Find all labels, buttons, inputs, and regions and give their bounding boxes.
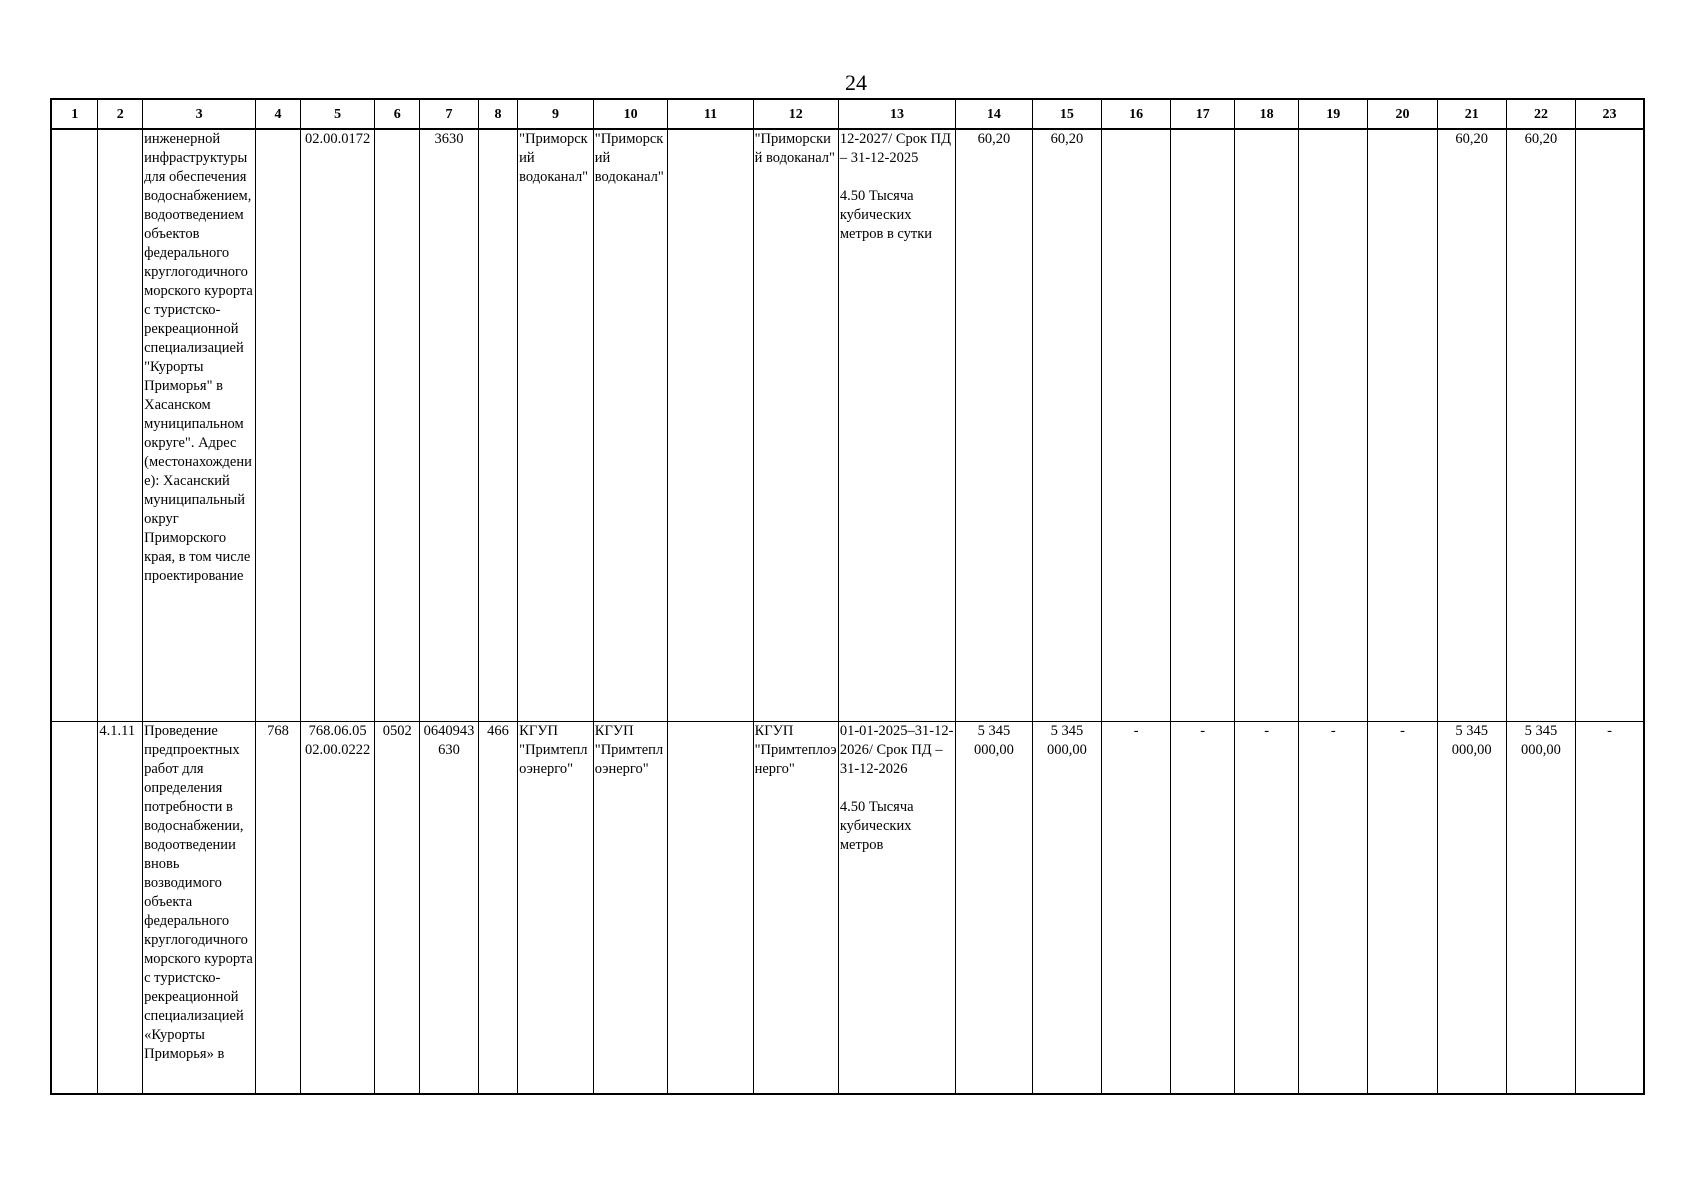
col-header: 5 bbox=[300, 99, 375, 129]
col-header: 8 bbox=[478, 99, 517, 129]
cell bbox=[1368, 129, 1437, 722]
col-header: 21 bbox=[1437, 99, 1506, 129]
cell bbox=[478, 129, 517, 722]
table-row bbox=[51, 129, 1644, 722]
col-header: 22 bbox=[1506, 99, 1575, 129]
col-header: 7 bbox=[420, 99, 479, 129]
cell bbox=[1102, 129, 1171, 722]
col-header: 16 bbox=[1102, 99, 1171, 129]
cell: - bbox=[1576, 722, 1644, 1095]
cell-amount: 5 345 000,00 bbox=[1437, 722, 1506, 1095]
cell bbox=[51, 129, 98, 722]
col-header: 1 bbox=[51, 99, 98, 129]
col-header: 15 bbox=[1032, 99, 1101, 129]
cell: - bbox=[1368, 722, 1437, 1095]
col-header: 9 bbox=[518, 99, 594, 129]
cell-amount: 5 345 000,00 bbox=[1506, 722, 1575, 1095]
cell-amount: 60,20 bbox=[956, 129, 1033, 722]
cell-code: 0640943630 bbox=[420, 722, 479, 1095]
cell-code: 3630 bbox=[420, 129, 479, 722]
cell bbox=[98, 129, 143, 722]
cell bbox=[1299, 129, 1368, 722]
cell-schedule: 01-01-2025–31-12-2026/ Срок ПД – 31-12-2026 4.50 Тысяча кубических метров bbox=[838, 722, 955, 1095]
cell bbox=[668, 722, 753, 1095]
cell-amount: 5 345 000,00 bbox=[956, 722, 1033, 1095]
table-row bbox=[51, 722, 1644, 1095]
cell-amount: 60,20 bbox=[1032, 129, 1101, 722]
cell-code: 768 bbox=[256, 722, 301, 1095]
header-row bbox=[51, 99, 1644, 129]
col-header: 12 bbox=[753, 99, 838, 129]
col-header: 10 bbox=[593, 99, 668, 129]
cell: - bbox=[1235, 722, 1299, 1095]
cell bbox=[1171, 129, 1235, 722]
cell-amount: 5 345 000,00 bbox=[1032, 722, 1101, 1095]
cell bbox=[375, 129, 420, 722]
budget-table bbox=[50, 98, 1645, 1095]
cell bbox=[256, 129, 301, 722]
col-header: 3 bbox=[143, 99, 256, 129]
page-number: 24 bbox=[845, 70, 867, 95]
cell-code: 768.06.05 02.00.0222 bbox=[300, 722, 375, 1095]
cell bbox=[51, 722, 98, 1095]
cell: - bbox=[1102, 722, 1171, 1095]
cell-code: 02.00.0172 bbox=[300, 129, 375, 722]
col-header: 14 bbox=[956, 99, 1033, 129]
col-header: 20 bbox=[1368, 99, 1437, 129]
cell bbox=[1576, 129, 1644, 722]
cell-code: 0502 bbox=[375, 722, 420, 1095]
cell bbox=[1235, 129, 1299, 722]
cell: - bbox=[1299, 722, 1368, 1095]
cell: - bbox=[1171, 722, 1235, 1095]
cell-organization: "Приморский водоканал" bbox=[753, 129, 838, 722]
cell-organization: КГУП "Примтеплоэнерго" bbox=[518, 722, 594, 1095]
col-header: 17 bbox=[1171, 99, 1235, 129]
cell bbox=[668, 129, 753, 722]
cell-code: 466 bbox=[478, 722, 517, 1095]
col-header: 11 bbox=[668, 99, 753, 129]
cell-amount: 60,20 bbox=[1506, 129, 1575, 722]
col-header: 6 bbox=[375, 99, 420, 129]
cell-organization: "Приморский водоканал" bbox=[518, 129, 594, 722]
cell-description: Проведение предпроектных работ для определения потребности в водоснабжении, водоотведении вновь возводимого объекта федерального круглогодичного морского курорта с туристско-рекреационной специализацией «Курорты Приморья» в bbox=[143, 722, 256, 1095]
cell-amount: 60,20 bbox=[1437, 129, 1506, 722]
col-header: 4 bbox=[256, 99, 301, 129]
col-header: 13 bbox=[838, 99, 955, 129]
col-header: 2 bbox=[98, 99, 143, 129]
cell-item-number: 4.1.11 bbox=[98, 722, 143, 1095]
col-header: 19 bbox=[1299, 99, 1368, 129]
col-header: 18 bbox=[1235, 99, 1299, 129]
col-header: 23 bbox=[1576, 99, 1644, 129]
cell-organization: КГУП "Примтеплоэнерго" bbox=[593, 722, 668, 1095]
cell-organization: КГУП "Примтеплоэнерго" bbox=[753, 722, 838, 1095]
cell-schedule: 12-2027/ Срок ПД – 31-12-2025 4.50 Тысяча кубических метров в сутки bbox=[838, 129, 955, 722]
cell-organization: "Приморский водоканал" bbox=[593, 129, 668, 722]
cell-description: инженерной инфраструктуры для обеспечения водоснабжением, водоотведением объектов федерального круглогодичного морского курорта с туристско-рекреационной специализацией "Курорты Приморья" в Хасанском муниципальном округе". Адрес (местонахождение): Хасанский муниципальный округ Приморского края, в том числе проектирование bbox=[143, 129, 256, 722]
